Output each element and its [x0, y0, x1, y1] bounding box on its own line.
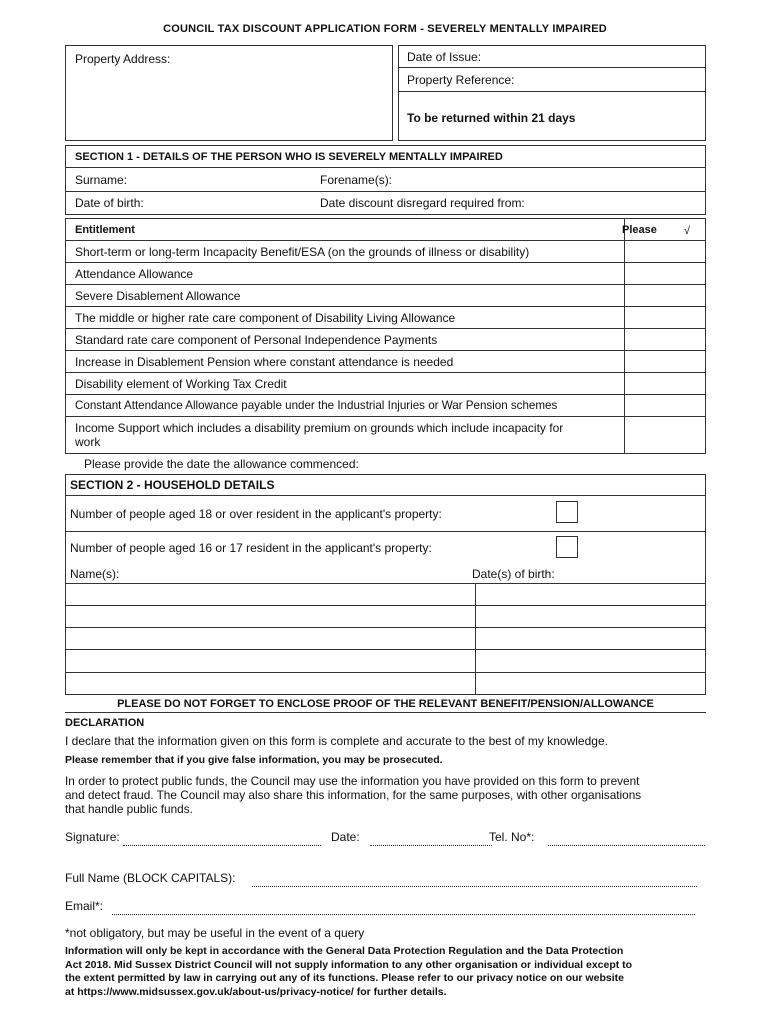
dob-label: Date of birth: [75, 196, 144, 210]
fraud-line: In order to protect public funds, the Council may use the information you have provided on this form to prevent [65, 774, 640, 788]
fraud-paragraph [65, 774, 715, 816]
entitlement-row: Attendance Allowance [75, 267, 194, 281]
tick-cell[interactable] [625, 329, 705, 350]
section1-heading: SECTION 1 - DETAILS OF THE PERSON WHO IS SEVERELY MENTALLY IMPAIRED [75, 151, 503, 163]
tick-cell[interactable] [625, 285, 705, 306]
privacy-line: Information will only be kept in accordance with the General Data Protection Regulation and the Data Protection [65, 945, 624, 957]
dobs-label: Date(s) of birth: [472, 567, 555, 581]
dob-cell[interactable] [476, 650, 705, 672]
name-cell[interactable] [66, 673, 474, 694]
email-label: Email*: [65, 899, 104, 913]
tick-cell[interactable] [625, 395, 705, 416]
over18-label: Number of people aged 18 or over resident in the applicant's property: [70, 507, 442, 521]
tel-field[interactable] [548, 833, 705, 846]
privacy-line: Act 2018. Mid Sussex District Council will not supply information to any other organisation or individual except to [65, 958, 633, 971]
disregard-date-label: Date discount disregard required from: [320, 196, 525, 210]
fraud-line: and detect fraud. The Council may also share this information, for the same purposes, with other organisations [65, 788, 642, 802]
name-cell[interactable] [66, 606, 474, 627]
entitlement-row: Constant Attendance Allowance payable under the Industrial Injuries or War Pension schemes [75, 399, 558, 412]
property-address-label: Property Address: [75, 52, 171, 66]
name-cell[interactable] [66, 650, 474, 672]
signature-field[interactable] [123, 833, 321, 846]
name-cell[interactable] [66, 628, 474, 649]
date-label: Date: [331, 830, 360, 844]
email-field[interactable] [112, 902, 695, 915]
full-name-label: Full Name (BLOCK CAPITALS): [65, 871, 236, 885]
proof-notice: PLEASE DO NOT FORGET TO ENCLOSE PROOF OF THE RELEVANT BENEFIT/PENSION/ALLOWANCE [117, 698, 654, 710]
tick-cell[interactable] [625, 351, 705, 372]
aged16-17-label: Number of people aged 16 or 17 resident in the applicant's property: [70, 541, 432, 555]
entitlement-row: Standard rate care component of Personal Independence Payments [75, 333, 438, 347]
privacy-paragraph [65, 945, 715, 999]
date-of-issue-label: Date of Issue: [407, 50, 482, 64]
name-cell[interactable] [66, 584, 474, 605]
date-field[interactable] [370, 833, 492, 846]
privacy-line: at https://www.midsussex.gov.uk/about-us/privacy-notice/ for further details. [65, 985, 447, 998]
full-name-field[interactable] [252, 874, 697, 887]
dob-cell[interactable] [476, 628, 705, 649]
entitlement-row: Increase in Disablement Pension where constant attendance is needed [75, 355, 454, 369]
tick-cell[interactable] [625, 373, 705, 394]
fraud-line: that handle public funds. [65, 802, 193, 816]
entitlement-row: work [75, 435, 101, 449]
prosecution-warning: Please remember that if you give false information, you may be prosecuted. [65, 754, 443, 766]
entitlement-row: The middle or higher rate care component of Disability Living Allowance [75, 311, 456, 325]
over18-count-box[interactable] [556, 501, 578, 523]
please-tick-header: Please [622, 224, 657, 236]
dob-cell[interactable] [476, 606, 705, 627]
entitlement-row: Income Support which includes a disability premium on grounds which include incapacity for [75, 421, 564, 435]
tel-label: Tel. No*: [489, 830, 535, 844]
tick-cell[interactable] [625, 417, 705, 453]
declaration-heading: DECLARATION [65, 717, 145, 729]
tick-icon: √ [684, 225, 691, 237]
entitlement-row: Disability element of Working Tax Credit [75, 377, 287, 391]
footnote: *not obligatory, but may be useful in the event of a query [65, 926, 365, 940]
entitlement-row: Severe Disablement Allowance [75, 289, 241, 303]
dob-cell[interactable] [476, 584, 705, 605]
property-reference-label: Property Reference: [407, 73, 515, 87]
privacy-line: the extent permitted by law in carrying out any of its functions. Please refer to our privacy notice on our website [65, 972, 624, 984]
forenames-label: Forename(s): [320, 173, 393, 187]
section2-heading: SECTION 2 - HOUSEHOLD DETAILS [70, 478, 275, 492]
return-notice: To be returned within 21 days [407, 111, 576, 125]
tick-cell[interactable] [625, 241, 705, 262]
allowance-date-label: Please provide the date the allowance commenced: [84, 457, 359, 471]
tick-cell[interactable] [625, 263, 705, 284]
entitlement-header: Entitlement [75, 224, 135, 236]
entitlement-row: Short-term or long-term Incapacity Benefit/ESA (on the grounds of illness or disability) [75, 245, 530, 259]
names-label: Name(s): [70, 567, 120, 581]
signature-label: Signature: [65, 830, 120, 844]
declaration-statement: I declare that the information given on this form is complete and accurate to the best of my knowledge. [65, 734, 608, 748]
form-title: COUNCIL TAX DISCOUNT APPLICATION FORM - SEVERELY MENTALLY IMPAIRED [163, 23, 607, 35]
dob-cell[interactable] [476, 673, 705, 694]
tick-cell[interactable] [625, 307, 705, 328]
surname-label: Surname: [75, 173, 128, 187]
aged16-17-count-box[interactable] [556, 536, 578, 558]
